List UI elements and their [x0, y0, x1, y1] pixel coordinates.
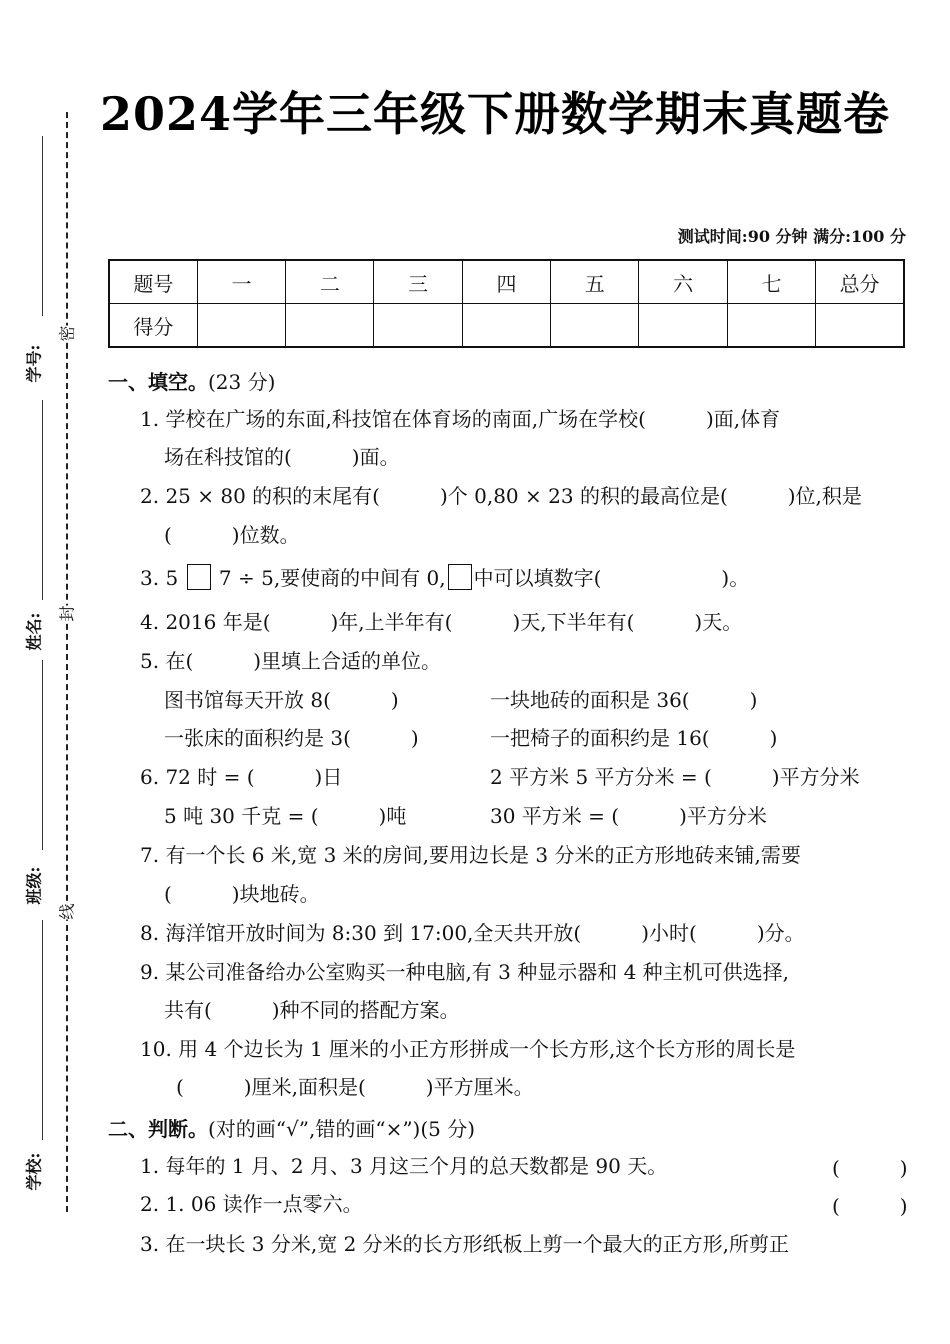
score-cell-header: 五 — [551, 260, 639, 304]
score-cell-header: 一 — [197, 260, 285, 304]
question-line: 30 平方米 = ( )平方分米 — [490, 804, 767, 828]
school-label: 学校: — [24, 1152, 44, 1191]
seal-char-feng: 封 — [53, 605, 80, 621]
section1-heading — [108, 366, 275, 395]
question-line: 5 吨 30 千克 = ( )吨 — [164, 804, 407, 828]
question-line: ( )位数。 — [164, 523, 300, 547]
section2-title: 二、判断。 — [108, 1117, 208, 1141]
question-line: 10. 用 4 个边长为 1 厘米的小正方形拼成一个长方形,这个长方形的周长是 — [140, 1037, 796, 1061]
page-title: 2024学年三年级下册数学期末真题卷 — [99, 87, 891, 141]
name-label: 姓名: — [24, 612, 44, 651]
question-line: ( )块地砖。 — [164, 882, 320, 906]
section1-points: (23 分) — [208, 370, 276, 394]
section1-title: 一、填空。 — [108, 370, 208, 394]
question-line: 图书馆每天开放 8( ) — [164, 688, 399, 712]
judgement-line: 2. 1. 06 读作一点零六。 — [140, 1192, 363, 1216]
answer-box[interactable] — [187, 564, 211, 590]
answer-paren[interactable]: ( ) — [832, 1194, 908, 1218]
q3-part-c: 中可以填数字( )。 — [473, 566, 750, 590]
question-line: 场在科技馆的( )面。 — [164, 445, 400, 469]
score-table-header-row — [109, 260, 904, 304]
question-line: 7. 有一个长 6 米,宽 3 米的房间,要用边长是 3 分米的正方形地砖来铺,需要 — [140, 843, 801, 867]
student-id-line — [42, 136, 43, 316]
score-cell-blank — [727, 304, 815, 348]
score-cell-header: 三 — [374, 260, 462, 304]
score-cell-label: 得分 — [109, 304, 197, 348]
question-line: 共有( )种不同的搭配方案。 — [164, 998, 460, 1022]
q3-part-a: 3. 5 — [140, 566, 179, 590]
question-line: 一张床的面积约是 3( ) — [164, 726, 419, 750]
score-table — [108, 259, 905, 348]
section2-heading — [108, 1113, 475, 1142]
question-line: 5. 在( )里填上合适的单位。 — [140, 649, 442, 673]
school-line-top — [42, 920, 43, 1140]
score-table-score-row — [109, 304, 904, 348]
score-cell-header: 六 — [639, 260, 727, 304]
class-label: 班级: — [24, 866, 44, 905]
score-cell-blank — [462, 304, 550, 348]
judgement-line: 1. 每年的 1 月、2 月、3 月这三个月的总天数都是 90 天。 — [140, 1154, 668, 1178]
question-line: 一把椅子的面积约是 16( ) — [490, 726, 778, 750]
score-cell-header: 总分 — [816, 260, 904, 304]
question-line-q3 — [140, 564, 749, 592]
judgement-line: 3. 在一块长 3 分米,宽 2 分米的长方形纸板上剪一个最大的正方形,所剪正 — [140, 1232, 790, 1256]
seal-char-xian: 线 — [53, 903, 80, 919]
seal-char-mi: 密 — [53, 325, 80, 341]
answer-box[interactable] — [448, 564, 472, 590]
q3-part-b: 7 ÷ 5,要使商的中间有 0, — [218, 566, 446, 590]
test-meta: 测试时间:90 分钟 满分:100 分 — [677, 227, 906, 246]
question-line: 8. 海洋馆开放时间为 8:30 到 17:00,全天共开放( )小时( )分。 — [140, 921, 805, 945]
question-line: 一块地砖的面积是 36( ) — [490, 688, 758, 712]
section2-instructions: (对的画“√”,错的画“×”)(5 分) — [208, 1117, 476, 1141]
score-cell-label: 题号 — [109, 260, 197, 304]
score-cell-header: 四 — [462, 260, 550, 304]
question-line: 2. 25 × 80 的积的末尾有( )个 0,80 × 23 的积的最高位是( )位,积是 — [140, 484, 862, 508]
score-cell-header: 二 — [286, 260, 374, 304]
score-cell-header: 七 — [727, 260, 815, 304]
question-line: 6. 72 时 = ( )日 — [140, 765, 343, 789]
class-line-top — [42, 660, 43, 850]
question-line: 9. 某公司准备给办公室购买一种电脑,有 3 种显示器和 4 种主机可供选择, — [140, 960, 790, 984]
score-cell-blank — [197, 304, 285, 348]
question-line: 2 平方米 5 平方分米 = ( )平方分米 — [490, 765, 860, 789]
name-line-top — [42, 400, 43, 600]
score-cell-blank — [639, 304, 727, 348]
binding-dashed-line — [66, 112, 68, 1212]
student-id-label: 学号: — [24, 344, 44, 383]
answer-paren[interactable]: ( ) — [832, 1156, 908, 1180]
score-cell-blank — [551, 304, 639, 348]
question-line: 4. 2016 年是( )年,上半年有( )天,下半年有( )天。 — [140, 610, 743, 634]
score-cell-blank — [286, 304, 374, 348]
score-cell-blank — [374, 304, 462, 348]
question-line: 1. 学校在广场的东面,科技馆在体育场的南面,广场在学校( )面,体育 — [140, 407, 781, 431]
score-cell-blank — [816, 304, 904, 348]
question-line: ( )厘米,面积是( )平方厘米。 — [176, 1075, 534, 1099]
